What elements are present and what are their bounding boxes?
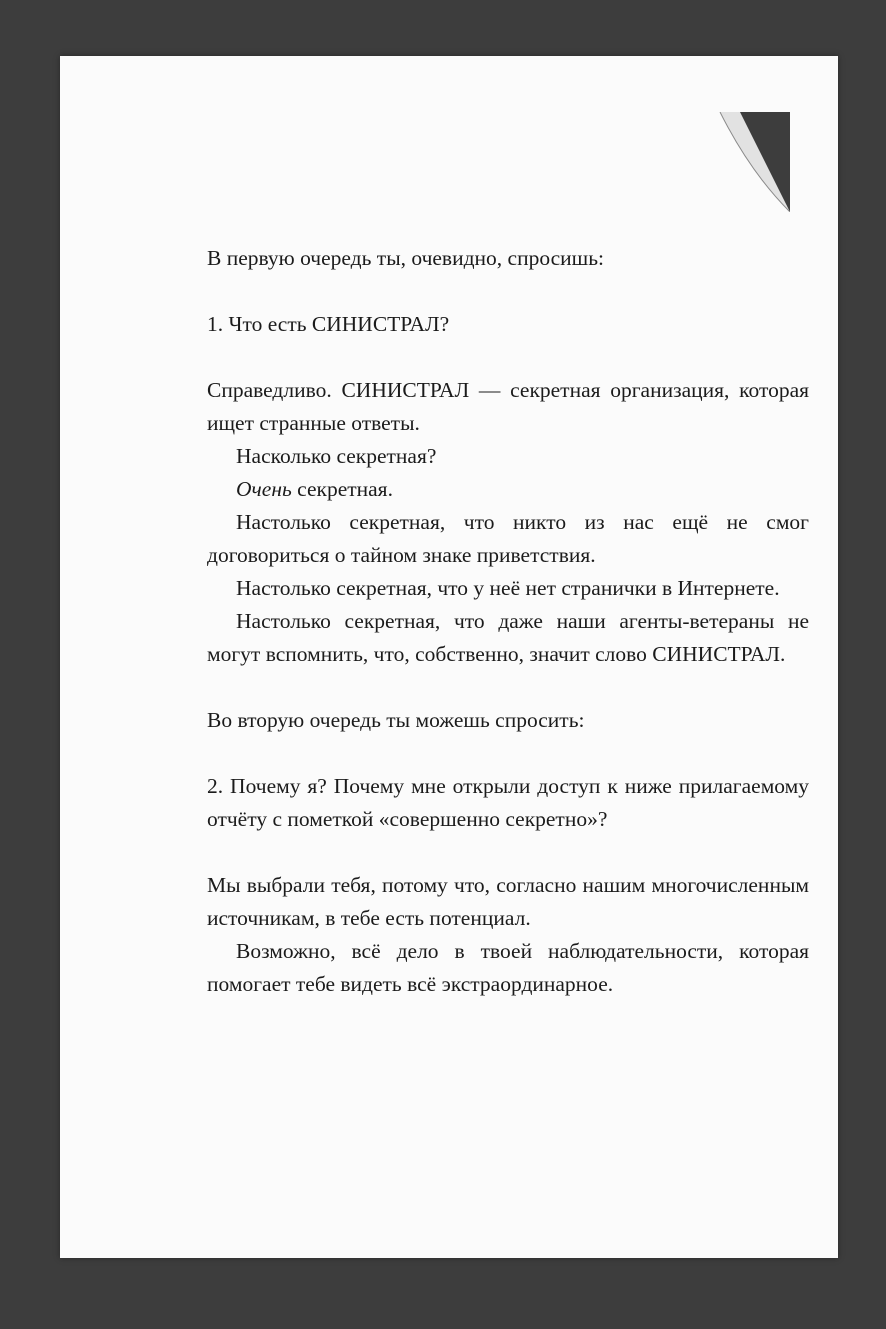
secret-greeting: Настолько секретная, что никто из нас ещё не смог договориться о тайном знаке приветствия.	[207, 510, 809, 567]
observation: Возможно, всё дело в твоей наблюдательности, которая помогает тебе видеть всё экстраординарное.	[207, 939, 809, 996]
how-secret: Насколько секретная?	[236, 444, 437, 468]
document-text	[207, 242, 809, 1001]
question-one: 1. Что есть СИНИСТРАЛ?	[207, 312, 450, 336]
paper-sheet	[60, 56, 838, 1258]
folded-corner	[610, 112, 790, 212]
secret-veterans: Настолько секретная, что даже наши агенты-ветераны не могут вспомнить, что, собственно, значит слово СИНИСТРАЛ.	[207, 609, 809, 666]
second-intro: Во вторую очередь ты можешь спросить:	[207, 708, 585, 732]
answer-two: Мы выбрали тебя, потому что, согласно нашим многочисленным источникам, в тебе есть потенциал.	[207, 873, 809, 930]
very-rest: секретная.	[291, 477, 393, 501]
intro-line: В первую очередь ты, очевидно, спросишь:	[207, 246, 605, 270]
answer-one: Справедливо. СИНИСТРАЛ — секретная организация, которая ищет странные ответы.	[207, 378, 809, 435]
very-secret	[207, 473, 809, 506]
very-emphasis: Очень	[236, 477, 292, 501]
secret-internet: Настолько секретная, что у неё нет странички в Интернете.	[236, 576, 780, 600]
question-two: 2. Почему я? Почему мне открыли доступ к ниже прилагаемому отчёту с пометкой «совершенно секретно»?	[207, 774, 809, 831]
